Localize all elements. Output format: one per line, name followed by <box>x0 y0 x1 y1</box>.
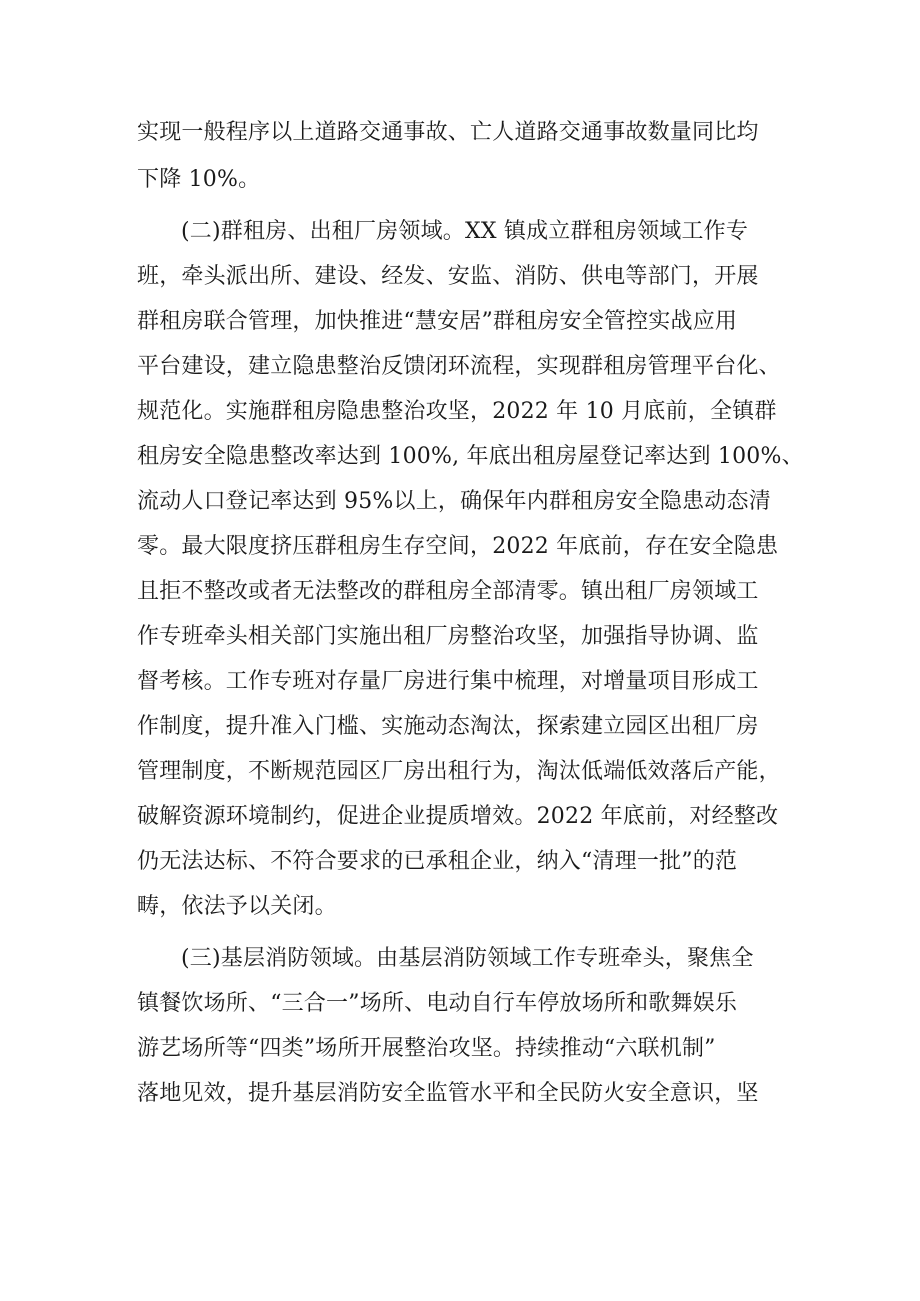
text-line: 零。最大限度挤压群租房生存空间，2022 年底前，存在安全隐患 <box>137 534 779 559</box>
text-line: 仍无法达标、不符合要求的已承租企业，纳入“清理一批”的范 <box>137 849 738 874</box>
text-line: 规范化。实施群租房隐患整治攻坚，2022 年 10 月底前，全镇群 <box>137 399 777 424</box>
section-heading-line: (三)基层消防领域。由基层消防领域工作专班牵头，聚焦全 <box>181 946 754 971</box>
text-line: 作制度，提升准入门槛、实施动态淘汰，探索建立园区出租厂房 <box>137 714 759 739</box>
text-line: 平台建设，建立隐患整治反馈闭环流程，实现群租房管理平台化、 <box>137 354 781 379</box>
text-line: 督考核。工作专班对存量厂房进行集中梳理，对增量项目形成工 <box>137 669 759 694</box>
text-line: 下降 10%。 <box>137 167 261 192</box>
text-line: 落地见效，提升基层消防安全监管水平和全民防火安全意识，坚 <box>137 1081 759 1106</box>
text-line: 实现一般程序以上道路交通事故、亡人道路交通事故数量同比均 <box>137 120 759 145</box>
text-line: 破解资源环境制约，促进企业提质增效。2022 年底前，对经整改 <box>137 804 779 829</box>
text-line: 班，牵头派出所、建设、经发、安监、消防、供电等部门，开展 <box>137 264 759 289</box>
section-heading-line: (二)群租房、出租厂房领域。XX 镇成立群租房领域工作专 <box>181 219 749 244</box>
text-line: 管理制度，不断规范园区厂房出租行为，淘汰低端低效落后产能， <box>137 759 781 784</box>
text-line: 镇餐饮场所、“三合一”场所、电动自行车停放场所和歌舞娱乐 <box>137 991 738 1016</box>
text-line: 群租房联合管理，加快推进“慧安居”群租房安全管控实战应用 <box>137 309 738 334</box>
text-line: 作专班牵头相关部门实施出租厂房整治攻坚，加强指导协调、监 <box>137 624 759 649</box>
text-line: 租房安全隐患整改率达到 100%, 年底出租房屋登记率达到 100%、 <box>137 444 804 469</box>
text-line: 流动人口登记率达到 95%以上，确保年内群租房安全隐患动态清 <box>137 489 771 514</box>
text-line: 且拒不整改或者无法整改的群租房全部清零。镇出租厂房领域工 <box>137 579 759 604</box>
text-line: 游艺场所等“四类”场所开展整治攻坚。持续推动“六联机制” <box>137 1036 716 1061</box>
text-line: 畴，依法予以关闭。 <box>137 894 337 919</box>
